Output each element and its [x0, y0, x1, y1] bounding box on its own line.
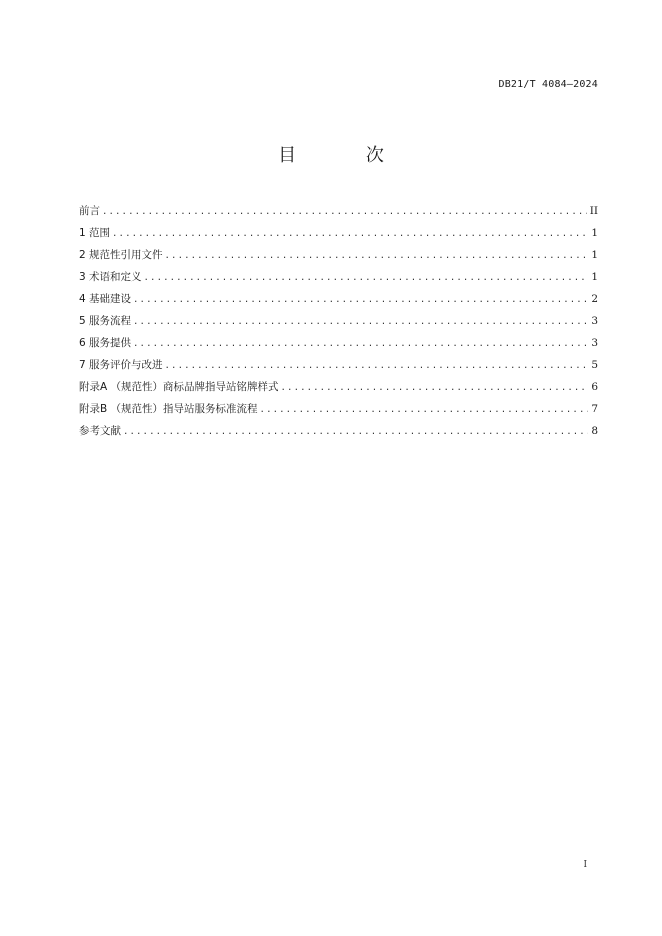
dot-leader: [165, 245, 589, 267]
toc-entry-label: 1 范围: [79, 227, 111, 239]
toc-entry-appendix-a[interactable]: [79, 376, 598, 398]
toc-entry-label: 3 术语和定义: [79, 271, 142, 283]
dot-leader: [123, 421, 588, 443]
dot-leader: [133, 311, 588, 333]
toc-entry-page: 3: [591, 337, 598, 349]
toc-entry-infrastructure[interactable]: [79, 288, 598, 310]
toc-entry-page: 1: [591, 271, 598, 283]
toc-entry-label: 7 服务评价与改进: [79, 359, 163, 371]
toc-entry-bibliography[interactable]: [79, 420, 598, 442]
dot-leader: [281, 377, 589, 399]
toc-entry-label: 参考文献: [79, 425, 121, 437]
toc-entry-terms-definitions[interactable]: [79, 266, 598, 288]
toc-entry-page: 6: [591, 381, 598, 393]
dot-leader: [102, 201, 587, 223]
toc-entry-page: 1: [591, 249, 598, 261]
toc-entry-page: 1: [591, 227, 598, 239]
toc-entry-label: 6 服务提供: [79, 337, 132, 349]
dot-leader: [260, 399, 589, 421]
toc-entry-label: 5 服务流程: [79, 315, 132, 327]
toc-entry-preface[interactable]: [79, 200, 598, 222]
toc-entry-page: II: [589, 205, 598, 217]
toc-entry-page: 5: [591, 359, 598, 371]
table-of-contents: [79, 200, 598, 442]
dot-leader: [112, 223, 588, 245]
toc-entry-scope[interactable]: [79, 222, 598, 244]
toc-title: 目 次: [278, 145, 416, 166]
toc-entry-service-provision[interactable]: [79, 332, 598, 354]
document-code: DB21/T 4084—2024: [498, 79, 598, 90]
toc-entry-label: 附录B （规范性）指导站服务标准流程: [79, 403, 258, 415]
toc-entry-service-process[interactable]: [79, 310, 598, 332]
toc-entry-page: 8: [591, 425, 598, 437]
dot-leader: [133, 333, 588, 355]
dot-leader: [144, 267, 589, 289]
toc-entry-label: 附录A （规范性）商标品牌指导站铭牌样式: [79, 381, 279, 393]
toc-entry-page: 2: [591, 293, 598, 305]
toc-entry-page: 3: [591, 315, 598, 327]
toc-entry-appendix-b[interactable]: [79, 398, 598, 420]
toc-entry-normative-references[interactable]: [79, 244, 598, 266]
toc-entry-label: 2 规范性引用文件: [79, 249, 163, 261]
page-number: I: [583, 860, 587, 870]
toc-entry-label: 4 基础建设: [79, 293, 132, 305]
dot-leader: [133, 289, 588, 311]
dot-leader: [165, 355, 589, 377]
toc-entry-page: 7: [591, 403, 598, 415]
toc-entry-label: 前言: [79, 205, 100, 217]
toc-entry-evaluation-improvement[interactable]: [79, 354, 598, 376]
